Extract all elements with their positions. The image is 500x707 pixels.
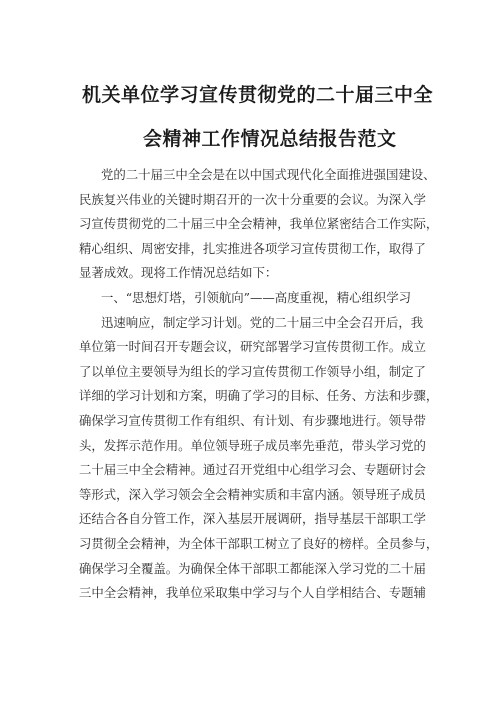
document-body	[79, 163, 439, 606]
section-1-line: 详细的学习计划和方案，明确了学习的目标、任务、方法和步骤，	[79, 388, 439, 404]
section-1-line: 还结合各自分管工作，深入基层开展调研，指导基层干部职工学	[79, 511, 426, 527]
section-1-line: 二十届三中全会精神。通过召开党组中心组学习会、专题研讨会	[79, 462, 426, 478]
intro-line: 党的二十届三中全会是在以中国式现代化全面推进强国建设、	[101, 167, 436, 182]
section-1-line: 确保学习全覆盖。为确保全体干部职工都能深入学习党的二十届	[79, 560, 426, 576]
intro-line: 习宣传贯彻党的二十届三中全会精神，我单位紧密结合工作实际，	[79, 216, 439, 232]
section-1-line: 头，发挥示范作用。单位领导班子成员率先垂范，带头学习党的	[79, 437, 426, 453]
section-1-line: 等形式，深入学习领会全会精神实质和丰富内涵。领导班子成员	[79, 486, 426, 502]
document-title-line-2: 会精神工作情况总结报告范文	[143, 128, 397, 150]
intro-line: 显著成效。现将工作情况总结如下：	[79, 265, 278, 281]
intro-line: 精心组织、周密安排，扎实推进各项学习宣传贯彻工作，取得了	[79, 240, 426, 256]
section-1-line: 单位第一时间召开专题会议，研究部署学习宣传贯彻工作。成立	[79, 339, 426, 355]
section-1-line: 迅速响应，制定学习计划。党的二十届三中全会召开后，我	[101, 314, 424, 330]
section-1-line: 了以单位主要领导为组长的学习宣传贯彻工作领导小组，制定了	[79, 363, 426, 379]
document-title-line-1: 机关单位学习宣传贯彻党的二十届三中全	[82, 84, 434, 106]
section-1-line: 确保学习宣传贯彻工作有组织、有计划、有步骤地进行。领导带	[79, 412, 426, 428]
intro-line: 民族复兴伟业的关键时期召开的一次十分重要的会议。为深入学	[79, 191, 426, 207]
section-1-heading: 一、“思想灯塔，引领航向”——高度重视，精心组织学习	[101, 289, 412, 305]
section-1-line: 习贯彻全会精神，为全体干部职工树立了良好的榜样。全员参与，	[79, 535, 439, 551]
section-1-line: 三中全会精神，我单位采取集中学习与个人自学相结合、专题辅	[79, 585, 426, 601]
